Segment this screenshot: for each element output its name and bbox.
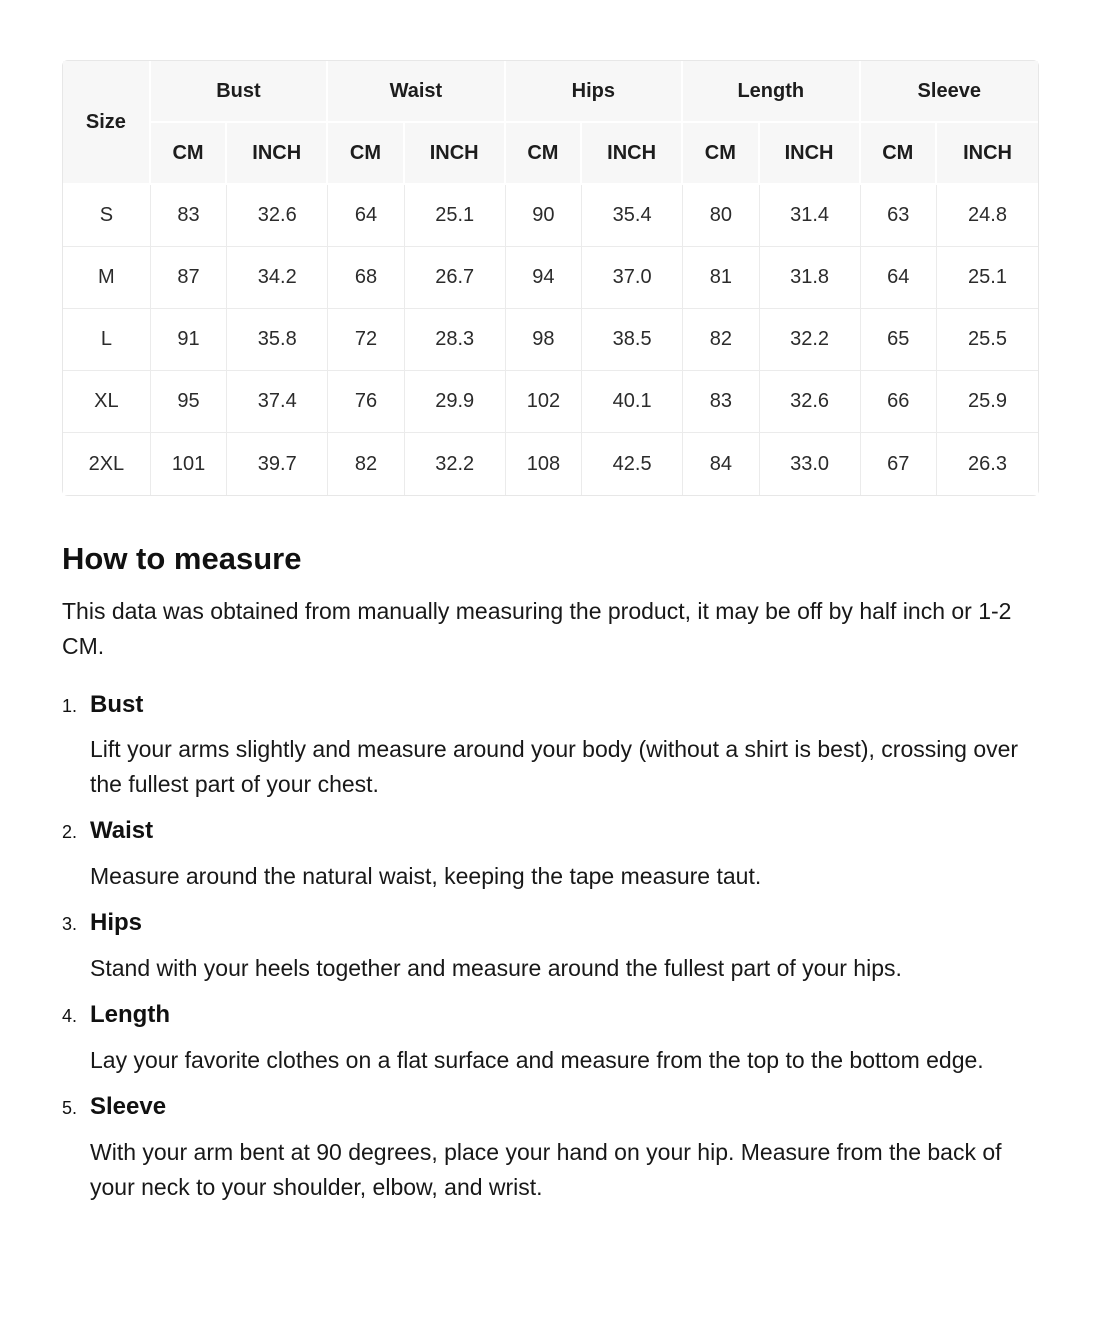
unit-header-inch: INCH <box>582 123 683 185</box>
size-row-label: S <box>63 185 151 247</box>
measurement-cell: 95 <box>151 371 228 433</box>
measurement-cell: 42.5 <box>582 433 683 495</box>
size-row-label: 2XL <box>63 433 151 495</box>
measurement-cell: 64 <box>861 247 938 309</box>
unit-header-inch: INCH <box>405 123 506 185</box>
measurement-cell: 64 <box>328 185 405 247</box>
measurement-cell: 25.1 <box>937 247 1038 309</box>
group-header-hips: Hips <box>506 61 683 123</box>
measurement-cell: 37.4 <box>227 371 328 433</box>
measurement-cell: 29.9 <box>405 371 506 433</box>
measurement-cell: 83 <box>683 371 760 433</box>
group-header-waist: Waist <box>328 61 505 123</box>
table-row-s <box>63 185 1038 247</box>
measurement-cell: 32.2 <box>760 309 861 371</box>
measurement-cell: 68 <box>328 247 405 309</box>
measurement-cell: 80 <box>683 185 760 247</box>
measurement-cell: 67 <box>861 433 938 495</box>
measurement-cell: 82 <box>328 433 405 495</box>
size-row-label: XL <box>63 371 151 433</box>
size-chart-body <box>63 185 1038 495</box>
table-row-2xl <box>63 433 1038 495</box>
measurement-cell: 32.6 <box>227 185 328 247</box>
how-to-measure-title: How to measure <box>62 541 302 576</box>
measurement-cell: 31.4 <box>760 185 861 247</box>
list-item-sleeve <box>62 1093 1039 1205</box>
measurement-cell: 28.3 <box>405 309 506 371</box>
measurement-cell: 84 <box>683 433 760 495</box>
step-heading <box>62 691 1039 720</box>
step-term-bust: Bust <box>90 690 144 718</box>
list-item-bust <box>62 691 1039 803</box>
measurement-cell: 76 <box>328 371 405 433</box>
measurement-cell: 25.5 <box>937 309 1038 371</box>
unit-header-cm: CM <box>683 123 760 185</box>
measurement-cell: 40.1 <box>582 371 683 433</box>
measurement-cell: 24.8 <box>937 185 1038 247</box>
measurement-cell: 83 <box>151 185 228 247</box>
unit-header-cm: CM <box>151 123 228 185</box>
measurement-cell: 26.3 <box>937 433 1038 495</box>
step-term-length: Length <box>90 1001 170 1029</box>
step-description-length: Lay your favorite clothes on a flat surface and measure from the top to the bottom edge. <box>90 1046 984 1073</box>
size-chart-header <box>63 61 1038 185</box>
group-header-bust: Bust <box>151 61 328 123</box>
unit-header-inch: INCH <box>937 123 1038 185</box>
step-description-waist: Measure around the natural waist, keeping the tape measure taut. <box>90 863 762 890</box>
step-description-sleeve: With your arm bent at 90 degrees, place your hand on your hip. Measure from the back of your neck to your shoulder, elbow, and wrist. <box>90 1138 1002 1200</box>
step-heading <box>62 909 1039 938</box>
measurement-cell: 87 <box>151 247 228 309</box>
measurement-cell: 39.7 <box>227 433 328 495</box>
step-number: 4. <box>62 1006 78 1027</box>
table-row-xl <box>63 371 1038 433</box>
measurement-cell: 72 <box>328 309 405 371</box>
unit-header-inch: INCH <box>760 123 861 185</box>
step-heading <box>62 1093 1039 1122</box>
measurement-cell: 82 <box>683 309 760 371</box>
unit-header-cm: CM <box>861 123 938 185</box>
measurement-cell: 25.9 <box>937 371 1038 433</box>
step-heading <box>62 1001 1039 1030</box>
measurement-cell: 94 <box>506 247 583 309</box>
measurement-cell: 37.0 <box>582 247 683 309</box>
table-row-l <box>63 309 1038 371</box>
step-term-hips: Hips <box>90 909 143 937</box>
measurement-cell: 63 <box>861 185 938 247</box>
step-term-waist: Waist <box>90 817 154 845</box>
measurement-cell: 32.2 <box>405 433 506 495</box>
measurement-cell: 108 <box>506 433 583 495</box>
how-to-measure-intro: This data was obtained from manually measuring the product, it may be off by half inch or 1-2 CM. <box>62 597 1012 659</box>
measurement-cell: 32.6 <box>760 371 861 433</box>
step-heading <box>62 817 1039 846</box>
measurement-cell: 25.1 <box>405 185 506 247</box>
size-row-label: M <box>63 247 151 309</box>
size-chart-table <box>62 60 1039 496</box>
size-column-header: Size <box>63 61 151 185</box>
group-header-length: Length <box>683 61 860 123</box>
step-number: 5. <box>62 1097 78 1118</box>
list-item-waist <box>62 817 1039 894</box>
measurement-cell: 26.7 <box>405 247 506 309</box>
measurement-cell: 102 <box>506 371 583 433</box>
measurement-cell: 91 <box>151 309 228 371</box>
list-item-length <box>62 1001 1039 1078</box>
step-number: 3. <box>62 914 78 935</box>
measurement-cell: 81 <box>683 247 760 309</box>
unit-header-cm: CM <box>506 123 583 185</box>
size-row-label: L <box>63 309 151 371</box>
table-row-m <box>63 247 1038 309</box>
measurement-cell: 35.4 <box>582 185 683 247</box>
list-item-hips <box>62 909 1039 986</box>
step-term-sleeve: Sleeve <box>90 1092 167 1120</box>
unit-header-cm: CM <box>328 123 405 185</box>
unit-header-inch: INCH <box>227 123 328 185</box>
step-number: 1. <box>62 695 78 716</box>
step-number: 2. <box>62 822 78 843</box>
measurement-cell: 34.2 <box>227 247 328 309</box>
measurement-cell: 35.8 <box>227 309 328 371</box>
measurement-cell: 38.5 <box>582 309 683 371</box>
step-description-hips: Stand with your heels together and measure around the fullest part of your hips. <box>90 955 902 982</box>
step-description-bust: Lift your arms slightly and measure around your body (without a shirt is best), crossing over the fullest part of your chest. <box>90 736 1019 798</box>
measurement-cell: 31.8 <box>760 247 861 309</box>
group-header-row <box>63 61 1038 123</box>
measurement-cell: 90 <box>506 185 583 247</box>
unit-header-row <box>63 123 1038 185</box>
measurement-cell: 98 <box>506 309 583 371</box>
measurement-cell: 66 <box>861 371 938 433</box>
measurement-cell: 33.0 <box>760 433 861 495</box>
measurement-cell: 101 <box>151 433 228 495</box>
measurement-cell: 65 <box>861 309 938 371</box>
group-header-sleeve: Sleeve <box>861 61 1039 123</box>
measure-steps-list <box>62 691 1039 1205</box>
